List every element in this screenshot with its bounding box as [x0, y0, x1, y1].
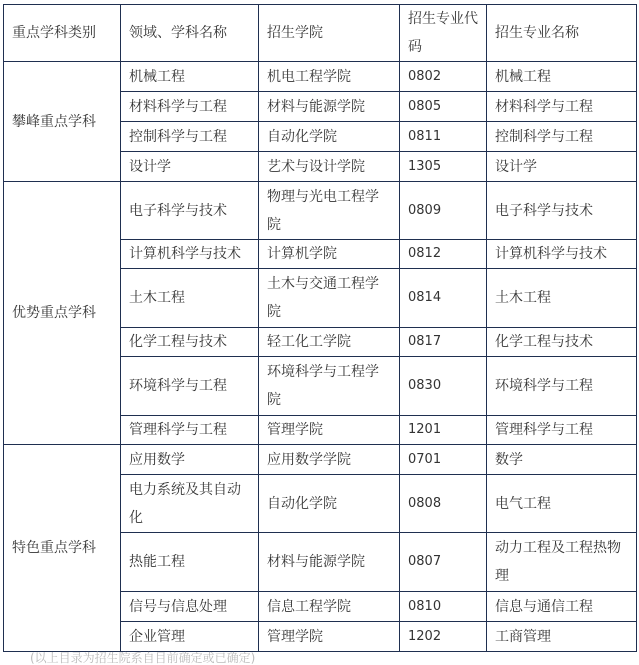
- category-cell: 特色重点学科: [4, 445, 121, 652]
- college-cell: 管理学院: [259, 416, 400, 445]
- code-cell: 1202: [400, 622, 487, 652]
- code-cell: 0811: [400, 122, 487, 152]
- college-cell: 环境科学与工程学院: [259, 357, 400, 416]
- header-field: 领域、学科名称: [121, 5, 259, 62]
- major-cell: 管理科学与工程: [487, 416, 637, 445]
- code-cell: 0809: [400, 182, 487, 240]
- college-cell: 艺术与设计学院: [259, 152, 400, 182]
- college-cell: 机电工程学院: [259, 62, 400, 92]
- college-cell: 物理与光电工程学院: [259, 182, 400, 240]
- header-code: 招生专业代码: [400, 5, 487, 62]
- table-row: [4, 182, 637, 240]
- college-cell: 自动化学院: [259, 475, 400, 533]
- header-category: 重点学科类别: [4, 5, 121, 62]
- major-cell: 计算机科学与技术: [487, 240, 637, 269]
- code-cell: 0817: [400, 328, 487, 357]
- header-major: 招生专业名称: [487, 5, 637, 62]
- category-cell: 攀峰重点学科: [4, 62, 121, 182]
- major-cell: 设计学: [487, 152, 637, 182]
- code-cell: 0830: [400, 357, 487, 416]
- college-cell: 土木与交通工程学院: [259, 269, 400, 328]
- major-cell: 电子科学与技术: [487, 182, 637, 240]
- field-cell: 管理科学与工程: [121, 416, 259, 445]
- college-cell: 管理学院: [259, 622, 400, 652]
- major-cell: 数学: [487, 445, 637, 475]
- field-cell: 企业管理: [121, 622, 259, 652]
- major-cell: 机械工程: [487, 62, 637, 92]
- college-cell: 自动化学院: [259, 122, 400, 152]
- code-cell: 0812: [400, 240, 487, 269]
- major-cell: 信息与通信工程: [487, 592, 637, 622]
- college-cell: 材料与能源学院: [259, 533, 400, 592]
- code-cell: 1201: [400, 416, 487, 445]
- code-cell: 0814: [400, 269, 487, 328]
- field-cell: 计算机科学与技术: [121, 240, 259, 269]
- field-cell: 环境科学与工程: [121, 357, 259, 416]
- major-cell: 材料科学与工程: [487, 92, 637, 122]
- college-cell: 计算机学院: [259, 240, 400, 269]
- category-cell: 优势重点学科: [4, 182, 121, 445]
- field-cell: 机械工程: [121, 62, 259, 92]
- major-cell: 土木工程: [487, 269, 637, 328]
- college-cell: 轻工化工学院: [259, 328, 400, 357]
- major-cell: 电气工程: [487, 475, 637, 533]
- college-cell: 应用数学学院: [259, 445, 400, 475]
- code-cell: 0808: [400, 475, 487, 533]
- college-cell: 信息工程学院: [259, 592, 400, 622]
- code-cell: 0802: [400, 62, 487, 92]
- code-cell: 0807: [400, 533, 487, 592]
- table-row: [4, 445, 637, 475]
- field-cell: 材料科学与工程: [121, 92, 259, 122]
- major-cell: 化学工程与技术: [487, 328, 637, 357]
- table-row: [4, 62, 637, 92]
- major-cell: 工商管理: [487, 622, 637, 652]
- field-cell: 电子科学与技术: [121, 182, 259, 240]
- college-cell: 材料与能源学院: [259, 92, 400, 122]
- field-cell: 信号与信息处理: [121, 592, 259, 622]
- field-cell: 热能工程: [121, 533, 259, 592]
- field-cell: 化学工程与技术: [121, 328, 259, 357]
- header-college: 招生学院: [259, 5, 400, 62]
- field-cell: 电力系统及其自动化: [121, 475, 259, 533]
- table-header-row: [4, 5, 637, 62]
- code-cell: 0805: [400, 92, 487, 122]
- footer-note: (以上目录为招生院系自目前确定或已确定): [30, 651, 256, 665]
- code-cell: 0701: [400, 445, 487, 475]
- code-cell: 0810: [400, 592, 487, 622]
- field-cell: 土木工程: [121, 269, 259, 328]
- major-cell: 动力工程及工程热物理: [487, 533, 637, 592]
- code-cell: 1305: [400, 152, 487, 182]
- major-cell: 环境科学与工程: [487, 357, 637, 416]
- field-cell: 设计学: [121, 152, 259, 182]
- discipline-table: [3, 4, 637, 652]
- major-cell: 控制科学与工程: [487, 122, 637, 152]
- field-cell: 应用数学: [121, 445, 259, 475]
- field-cell: 控制科学与工程: [121, 122, 259, 152]
